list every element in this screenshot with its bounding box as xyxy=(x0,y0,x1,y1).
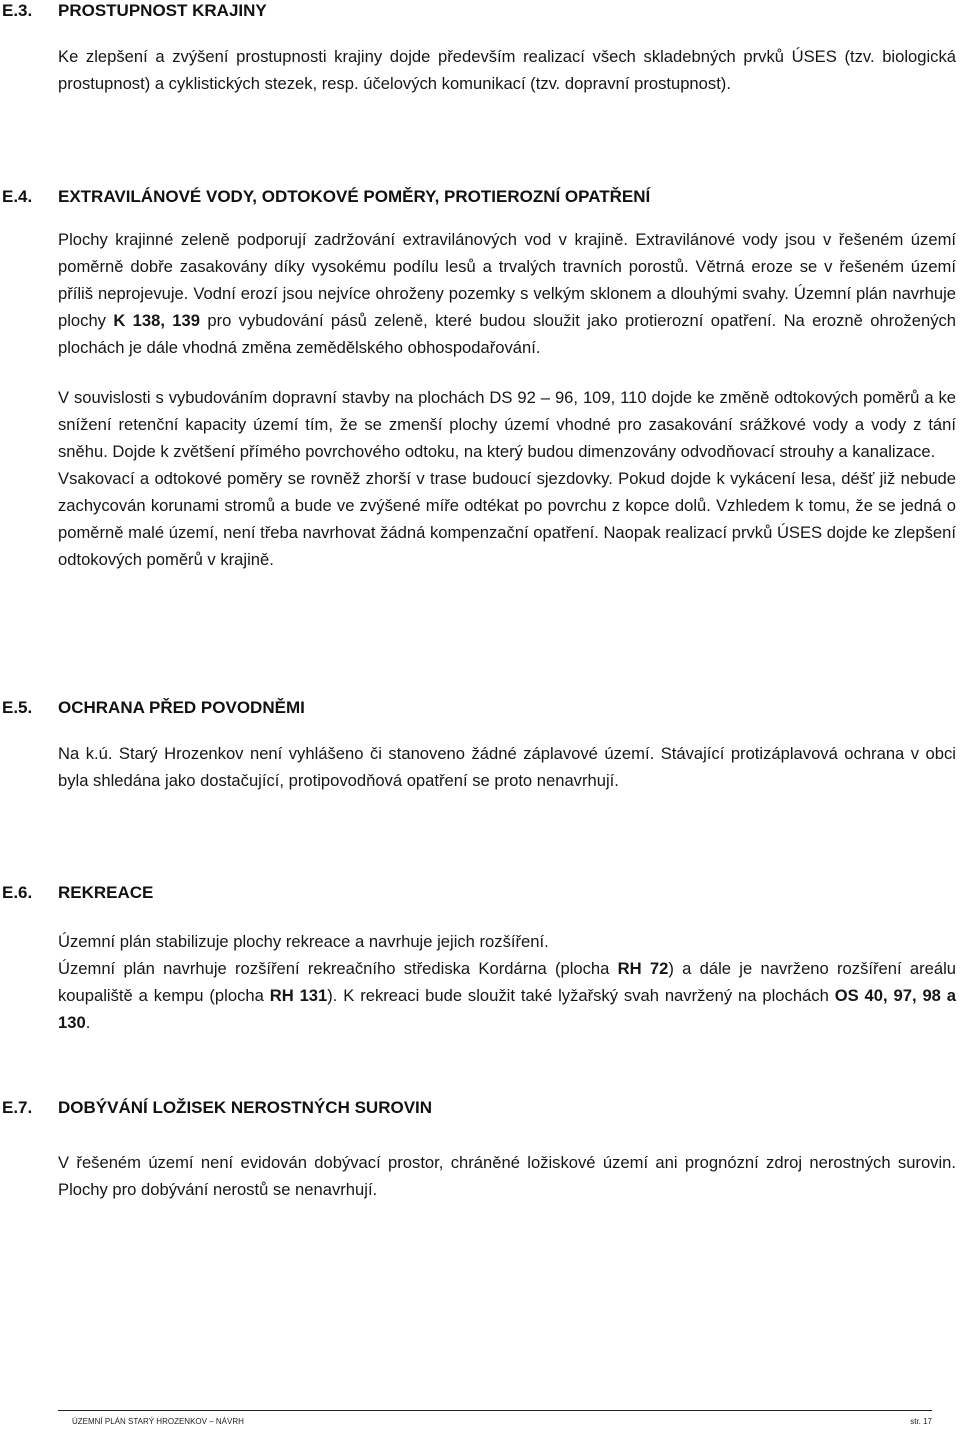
section-e4 xyxy=(0,184,960,573)
section-e6 xyxy=(0,880,960,1036)
footer-document-title: ÚZEMNÍ PLÁN STARÝ HROZENKOV – NÁVRH xyxy=(72,1417,244,1426)
paragraph: V souvislosti s vybudováním dopravní stavby na plochách DS 92 – 96, 109, 110 dojde ke změně odtokových poměrů a ke snížení retenční kapacity území tím, že se zmenší plochy území vhodné pro zasakování srážkové vody a vody z tání sněhu. Dojde k zvětšení přímého povrchového odtoku, na který budou dimenzovány odvodňovací strouhy a kanalizace. xyxy=(58,388,956,461)
paragraph: Ke zlepšení a zvýšení prostupnosti krajiny dojde především realizací všech skladebných prvků ÚSES (tzv. biologická prostupnost) a cyklistických stezek, resp. účelových komunikací (tzv. dopravní prostupnost). xyxy=(58,47,956,93)
section-e3 xyxy=(0,0,960,97)
section-title: DOBÝVÁNÍ LOŽISEK NEROSTNÝCH SUROVIN xyxy=(58,1098,433,1117)
paragraph: Plochy krajinné zeleně podporují zadržování extravilánových vod v krajině. Extravilánové vody jsou v řešeném území poměrně dobře zasakovány díky vysokému podílu lesů a trvalých travních porostů. Větrná eroze se v řešeném území příliš neprojevuje. Vodní erozí jsou nejvíce ohroženy pozemky s velkým sklonem a dlouhými svahy. Územní plán navrhuje plochy K 138, 139 pro vybudování pásů zeleně, které budou sloužit jako protierozní opatření. Na erozně ohrožených plochách je dále vhodná změna zemědělského obhospodařování. xyxy=(58,230,957,357)
page-footer xyxy=(58,1410,932,1431)
section-e7 xyxy=(0,1095,960,1203)
section-number: E.5. xyxy=(2,698,33,717)
section-heading xyxy=(0,184,960,210)
section-heading xyxy=(0,880,960,906)
paragraph: Územní plán navrhuje rozšíření rekreačního střediska Kordárna (plocha RH 72) a dále je navrženo rozšíření areálu koupaliště a kempu (plocha RH 131). K rekreaci bude sloužit také lyžařský svah navržený na plochách OS 40, 97, 98 a 130. xyxy=(58,959,957,1032)
section-title: EXTRAVILÁNOVÉ VODY, ODTOKOVÉ POMĚRY, PROTIEROZNÍ OPATŘENÍ xyxy=(58,187,651,206)
section-heading xyxy=(0,695,960,721)
section-title: OCHRANA PŘED POVODNĚMI xyxy=(58,698,305,717)
paragraph: Vsakovací a odtokové poměry se rovněž zhorší v trase budoucí sjezdovky. Pokud dojde k vykácení lesa, déšť již nebude zachycován korunami stromů a bude ve zvýšené míře odtékat po povrchu z kopce dolů. Vzhledem k tomu, že se jedná o poměrně malé území, není třeba navrhovat žádná kompenzační opatření. Naopak realizací prvků ÚSES dojde ke zlepšení odtokových poměrů v krajině. xyxy=(58,469,956,569)
paragraph: V řešeném území není evidován dobývací prostor, chráněné ložiskové území ani prognózní zdroj nerostných surovin. Plochy pro dobývání nerostů se nenavrhují. xyxy=(58,1153,956,1199)
section-number: E.4. xyxy=(2,187,33,206)
paragraph: Na k.ú. Starý Hrozenkov není vyhlášeno či stanoveno žádné záplavové území. Stávající protizáplavová ochrana v obci byla shledána jako dostačující, protipovodňová opatření se proto nenavrhují. xyxy=(58,744,956,790)
section-title: REKREACE xyxy=(58,883,154,902)
section-title: PROSTUPNOST KRAJINY xyxy=(58,1,267,20)
section-heading xyxy=(0,1095,960,1121)
section-e5 xyxy=(0,695,960,794)
footer-page-number: str. 17 xyxy=(910,1417,932,1426)
section-number: E.6. xyxy=(2,883,33,902)
section-number: E.3. xyxy=(2,1,33,20)
paragraph: Územní plán stabilizuje plochy rekreace a navrhuje jejich rozšíření. xyxy=(58,932,549,951)
section-heading xyxy=(0,0,960,24)
section-number: E.7. xyxy=(2,1098,33,1117)
